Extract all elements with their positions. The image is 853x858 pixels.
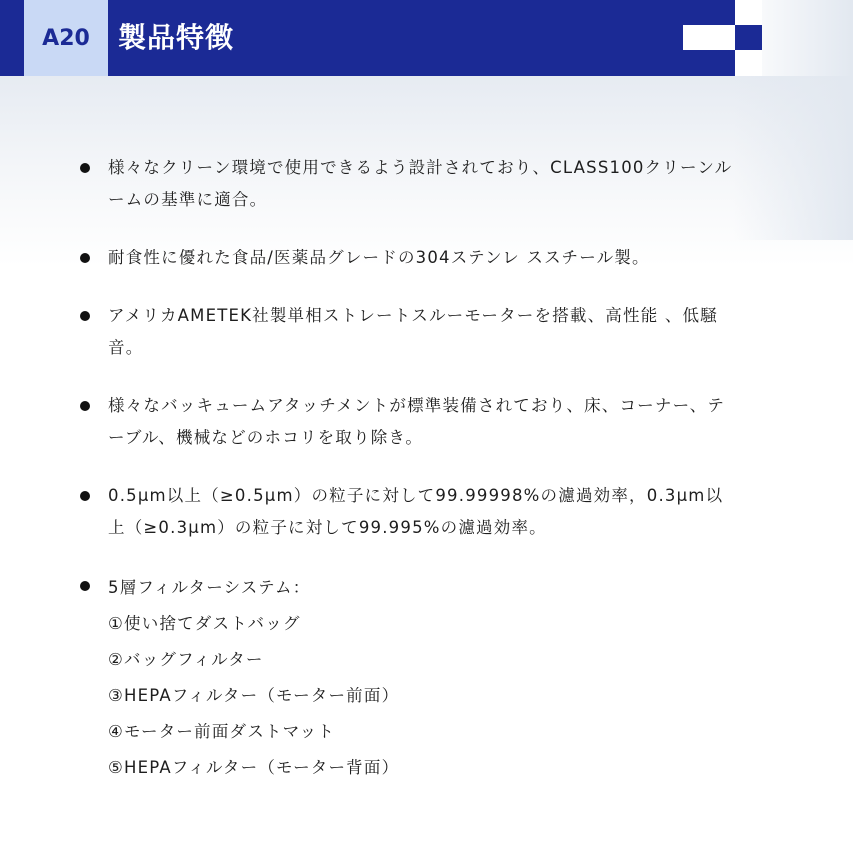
- section-code: A20: [24, 0, 108, 76]
- page-title: 製品特徴: [118, 21, 235, 54]
- list-item: [78, 242, 738, 274]
- list-item: [78, 390, 738, 454]
- filter-system-heading: 5層フィルターシステム：: [108, 578, 311, 597]
- checker-decoration: [735, 0, 762, 25]
- filter-layer: ①使い捨てダストバッグ: [108, 614, 301, 633]
- header-bar: [0, 0, 762, 76]
- bullet-icon: [80, 253, 90, 263]
- filter-layer: ④モーター前面ダストマット: [108, 722, 336, 741]
- feature-text: 様々なバッキュームアタッチメントが標準装備されており、床、コーナー、テーブル、機械などのホコリを取り除き。: [108, 396, 726, 447]
- bullet-icon: [80, 401, 90, 411]
- feature-text: 0.5μm以上（≥0.5μm）の粒子に対して99.99998%の濾過効率，0.3μm以上（≥0.3μm）の粒子に対して99.995%の濾過効率。: [108, 486, 724, 537]
- filter-layer: ②バッグフィルター: [108, 650, 264, 669]
- bullet-icon: [80, 163, 90, 173]
- list-item-filter-system: [78, 570, 738, 786]
- feature-text: 耐食性に優れた食品/医薬品グレードの304ステンレ ススチール製。: [108, 248, 650, 267]
- list-item: [78, 300, 738, 364]
- list-item: [78, 152, 738, 216]
- bullet-icon: [80, 581, 90, 591]
- list-item: [78, 480, 738, 544]
- checker-decoration: [683, 25, 735, 50]
- feature-list: [78, 152, 738, 812]
- bullet-icon: [80, 491, 90, 501]
- feature-text: 様々なクリーン環境で使用できるよう設計されており、CLASS100クリーンルームの基準に適合。: [108, 158, 733, 209]
- filter-layer: ⑤HEPAフィルター（モーター背面）: [108, 758, 400, 777]
- checker-decoration: [735, 50, 762, 76]
- bullet-icon: [80, 311, 90, 321]
- filter-layer: ③HEPAフィルター（モーター前面）: [108, 686, 400, 705]
- feature-text: アメリカAMETEK社製単相ストレートスルーモーターを搭載、高性能 、低騒音。: [108, 306, 718, 357]
